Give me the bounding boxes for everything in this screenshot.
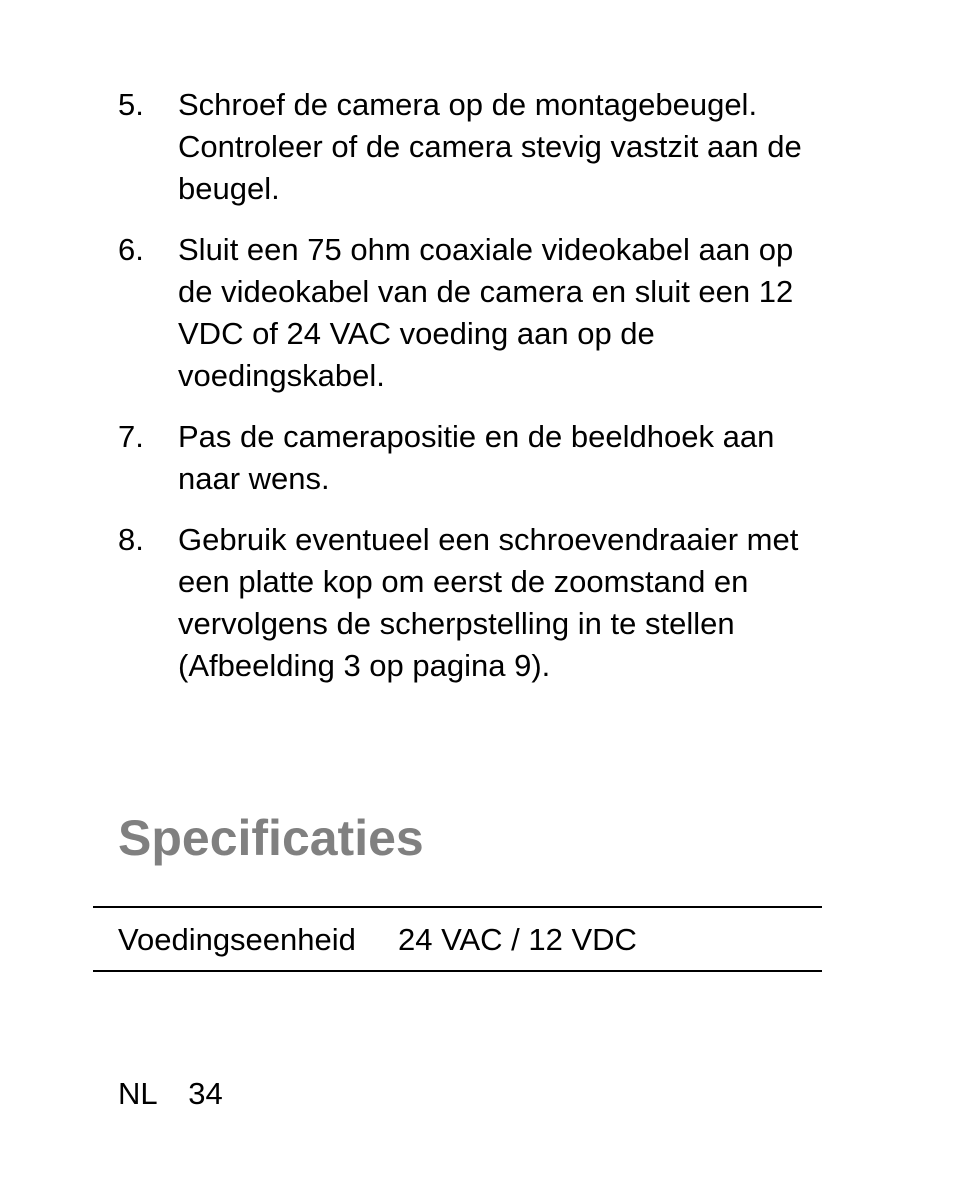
spec-value: 24 VAC / 12 VDC	[398, 922, 637, 957]
step-number: 7.	[118, 419, 144, 454]
step-text: Gebruik eventueel een schroevendraaier met een platte kop om eerst de zoomstand en vervolgens de scherpstelling in te stellen (Afbeelding 3 op pagina 9).	[178, 522, 799, 683]
table-row	[93, 907, 822, 971]
step-text: Pas de camerapositie en de beeldhoek aan naar wens.	[178, 419, 775, 496]
footer-language: NL	[118, 1076, 158, 1111]
specifications-table	[93, 906, 822, 972]
section-heading: Specificaties	[118, 810, 424, 866]
page-footer	[118, 1074, 223, 1114]
step-item	[118, 416, 818, 500]
step-text: Sluit een 75 ohm coaxiale videokabel aan op de videokabel van de camera en sluit een 12 VDC of 24 VAC voeding aan op de voedingskabel.	[178, 232, 794, 393]
step-text: Schroef de camera op de montagebeugel. Controleer of de camera stevig vastzit aan de beugel.	[178, 87, 802, 206]
step-number: 6.	[118, 232, 144, 267]
step-number: 8.	[118, 522, 144, 557]
step-item	[118, 519, 818, 687]
step-item	[118, 229, 818, 397]
spec-label: Voedingseenheid	[118, 922, 356, 957]
installation-steps	[118, 84, 818, 706]
page-number: 34	[188, 1076, 223, 1111]
step-item	[118, 84, 818, 210]
step-number: 5.	[118, 87, 144, 122]
